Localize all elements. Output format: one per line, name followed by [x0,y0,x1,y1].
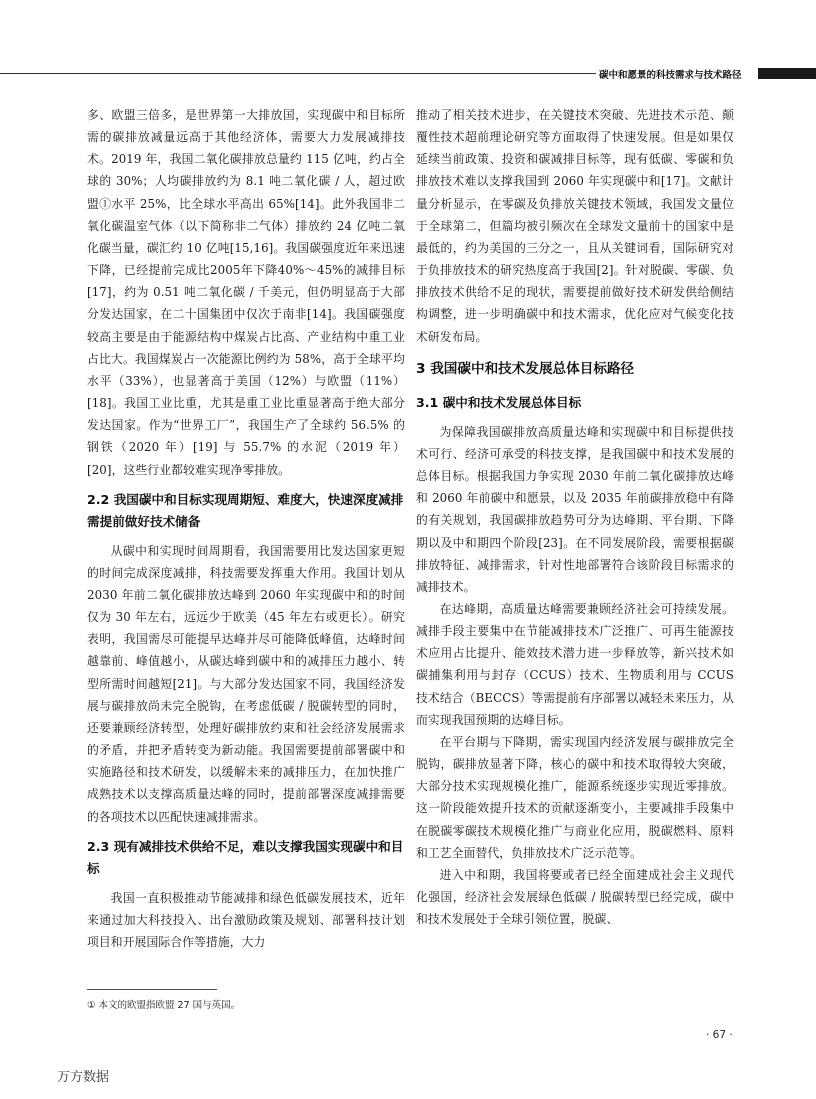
source-watermark: 万方数据 [57,1070,110,1085]
left-paragraph-2: 从碳中和实现时间周期看，我国需要用比发达国家更短的时间完成深度减排，科技需要发挥重大作用。我国计划从 2030 年前二氧化碳排放达峰到 2060 年实现碳中和的时间仅为 30 年左右，远远少于欧美（45 年左右或更长）。研究表明，我国需尽可能提早达峰并尽可能降低峰值，达峰时间越靠前、峰值越小，从碳达峰到碳中和的减排压力越小、转型所需时间越短[21]。与大部分发达国家不同，我国经济发展与碳排放尚未完全脱钩，在考虑低碳 / 脱碳转型的同时，还要兼顾经济转型，处理好碳排放约束和社会经济发展需求的矛盾，并把矛盾转变为新动能。我国需要提前部署碳中和实施路径和技术研发，以缓解未来的减排压力，在加快推广成熟技术以支撑高质量达峰的同时，提前部署深度减排需要的各项技术以匹配快速减排需求。 [87,543,405,824]
right-paragraph-4: 在平台期与下降期，需实现国内经济发展与碳排放完全脱钩，碳排放显著下降，核心的碳中和技术取得较大突破，大部分技术实现规模化推广，能源系统逐步实现近零排放。这一阶段能效提升技术的贡献逐渐变小，主要减排手段集中在脱碳零碳技术规模化推广与商业化应用，脱碳燃料、原料和工艺全面替代，负排放技术广泛示范等。 [416,734,734,860]
right-paragraph-5: 进入中和期，我国将要或者已经全面建成社会主义现代化强国，经济社会发展绿色低碳 / 脱碳转型已经完成，碳中和技术发展处于全球引领位置，脱碳、 [416,867,734,927]
header-rule [0,73,596,74]
page-number: · 67 · [706,1029,733,1041]
section-2-2-heading: 2.2 我国碳中和目标实现周期短、难度大，快速深度减排需提前做好技术储备 [87,491,404,529]
right-paragraph-2: 为保障我国碳排放高质量达峰和实现碳中和目标提供技术可行、经济可承受的科技支撑，是我国碳中和技术发展的总体目标。根据我国力争实现 2030 年前二氧化碳排放达峰和 2060 年前碳中和愿景，以及 2035 年前碳排放稳中有降的有关规划，我国碳排放趋势可分为达峰期、平台期、下降期以及中和期四个阶段[23]。在不同发展阶段，需要根据碳排放特征、减排需求，针对性地部署符合该阶段目标需求的减排技术。 [416,424,734,594]
section-3-1-heading: 3.1 碳中和技术发展总体目标 [416,394,582,410]
section-2-3-heading: 2.3 现有减排技术供给不足，难以支撑我国实现碳中和目标 [87,838,404,876]
footnote-rule [87,989,217,990]
header-black-bar [758,68,816,79]
right-column [416,104,734,930]
left-column [87,104,405,953]
left-paragraph-1: 多、欧盟三倍多，是世界第一大排放国，实现碳中和目标所需的碳排放减量远高于其他经济体，需要大力发展减排技术。2019 年，我国二氧化碳排放总量约 115 亿吨，约占全球的 30%；人均碳排放约为 8.1 吨二氧化碳 / 人，超过欧盟①水平 25%，比全球水平高出 65%[14]。此外我国非二氧化碳温室气体（以下简称非二气体）排放约 24 亿吨二氧化碳当量，碳汇约 10 亿吨[15,16]。我国碳强度近年来迅速下降，已经提前完成比2005年下降40%～45%的减排目标[17]，约为 0.51 吨二氧化碳 / 千美元，但仍明显高于大部分发达国家，在二十国集团中仅次于南非[14]。我国碳强度较高主要是由于能源结构中煤炭占比高、产业结构中重工业占比大。我国煤炭占一次能源比例约为 58%，高于全球平均水平（33%），也显著高于美国（12%）与欧盟（11%）[18]。我国工业比重，尤其是重工业比重显著高于绝大部分发达国家。作为“世界工厂”，我国生产了全球约 56.5% 的钢铁（2020 年）[19] 与 55.7% 的水泥（2019 年）[20]，这些行业都较难实现净零排放。 [87,108,405,477]
running-header-title: 碳中和愿景的科技需求与技术路径 [599,70,742,81]
right-paragraph-1: 推动了相关技术进步，在关键技术突破、先进技术示范、颠覆性技术超前理论研究等方面取得了快速发展。但是如果仅延续当前政策、投资和碳减排目标等，现有低碳、零碳和负排放技术难以支撑我国到 2060 年实现碳中和[17]。文献计量分析显示，在零碳及负排放关键技术领域，我国发文量位于全球第二，但篇均被引频次在全球发文量前十的国家中是最低的，约为美国的三分之一，且从关键词看，国际研究对于负排放技术的研究热度高于我国[2]。针对脱碳、零碳、负排放技术供给不足的现状，需要提前做好技术研发供给侧结构调整，进一步明确碳中和技术需求，优化应对气候变化技术研发布局。 [416,108,734,344]
right-paragraph-3: 在达峰期，高质量达峰需要兼顾经济社会可持续发展。减排手段主要集中在节能减排技术广泛推广、可再生能源技术应用占比提升、能效技术潜力进一步释放等，新兴技术如碳捕集利用与封存（CCUS）技术、生物质利用与 CCUS 技术结合（BECCS）等需提前有序部署以减轻未来压力，从而实现我国预期的达峰目标。 [416,601,734,727]
chapter-3-heading: 3 我国碳中和技术发展总体目标路径 [416,360,635,377]
left-paragraph-3: 我国一直积极推动节能减排和绿色低碳发展技术，近年来通过加大科技投入、出台激励政策及规划、部署科技计划项目和开展国际合作等措施，大力 [87,890,405,949]
footnote: ① 本文的欧盟指欧盟 27 国与英国。 [87,1000,241,1011]
